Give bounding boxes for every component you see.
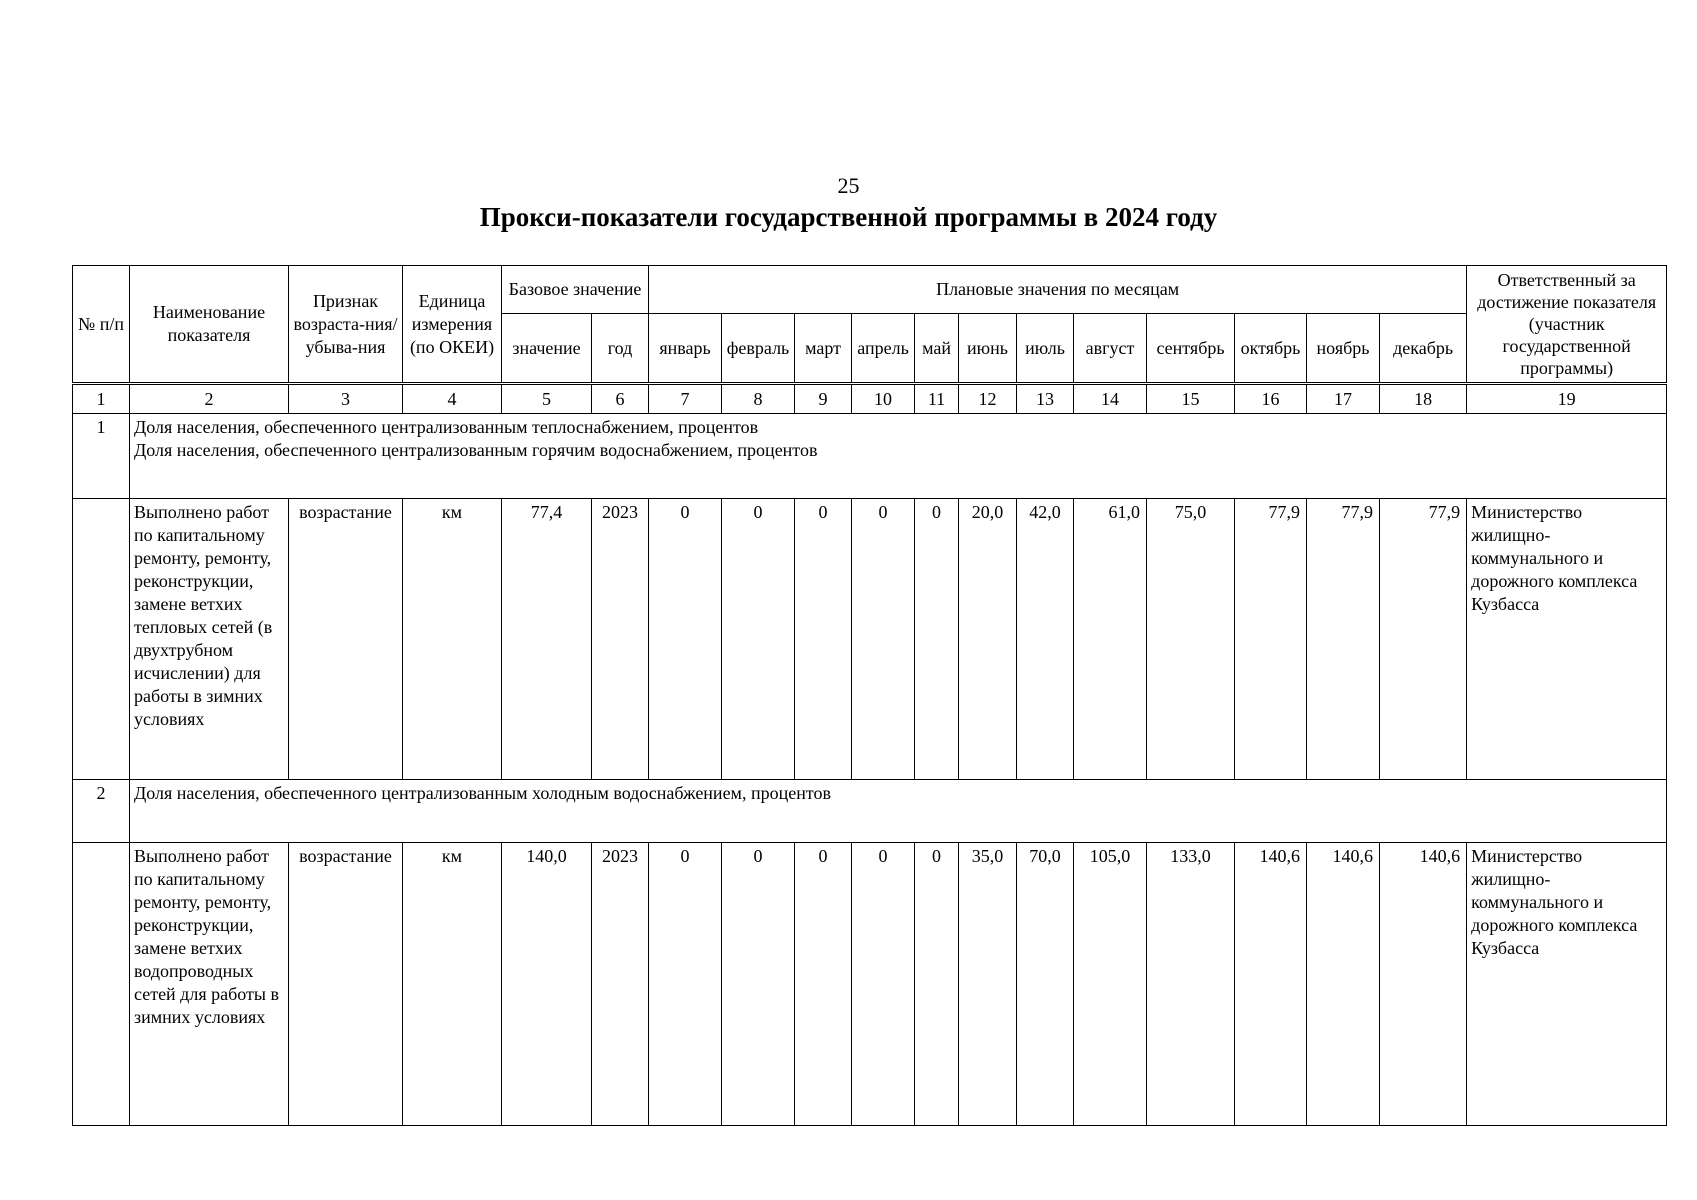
section-number: 2 [73,780,130,843]
page-title: Прокси-показатели государственной программы в 2024 году [479,202,1218,232]
column-numbers-row [73,384,1667,414]
section-line: Доля населения, обеспеченного централизованным горячим водоснабжением, процентов [134,440,818,460]
column-number: 13 [1017,384,1074,414]
column-number: 14 [1074,384,1147,414]
unit-cell: км [403,499,502,780]
proxy-indicators-table [72,265,1667,1126]
month-value-cell: 0 [795,499,852,780]
column-number: 2 [130,384,289,414]
month-value-cell: 0 [852,843,915,1126]
column-number: 6 [592,384,649,414]
responsible-cell: Министерство жилищно-коммунального и дорожного комплекса Кузбасса [1467,499,1667,780]
column-number: 19 [1467,384,1667,414]
month-value-cell: 20,0 [959,499,1017,780]
column-number: 3 [289,384,403,414]
indicator-name: Выполнено работ по капитальному ремонту, ремонту, реконструкции, замене ветхих водопроводных сетей для работы в зимних условиях [130,843,289,1126]
section-number: 1 [73,414,130,499]
month-value-cell: 0 [649,499,722,780]
month-value-cell: 0 [915,843,959,1126]
month-value-cell: 0 [795,843,852,1126]
unit-cell: км [403,843,502,1126]
page-number: 25 [837,173,860,198]
column-number: 18 [1380,384,1467,414]
section-line: Доля населения, обеспеченного централизованным холодным водоснабжением, процентов [134,783,831,803]
section-row [73,780,1667,843]
column-number: 4 [403,384,502,414]
month-value-cell: 35,0 [959,843,1017,1126]
section-title [130,414,1667,499]
column-number: 8 [722,384,795,414]
indicator-name: Выполнено работ по капитальному ремонту, ремонту, реконструкции, замене ветхих тепловых сетей (в двухтрубном исчислении) для работы в зимних условиях [130,499,289,780]
month-value-cell: 0 [722,843,795,1126]
header-col-unit: Единица измерения (по ОКЕИ) [403,266,502,384]
header-month-oct: октябрь [1235,314,1307,384]
section-row [73,414,1667,499]
month-value-cell: 0 [722,499,795,780]
column-number: 15 [1147,384,1235,414]
header-month-mar: март [795,314,852,384]
month-value-cell: 140,6 [1307,843,1380,1126]
column-number: 7 [649,384,722,414]
column-number: 5 [502,384,592,414]
header-plan-group: Плановые значения по месяцам [649,266,1467,314]
header-month-may: май [915,314,959,384]
row-number-cell [73,499,130,780]
header-col-trend: Признак возраста-ния/убыва-ния [289,266,403,384]
header-month-jan: январь [649,314,722,384]
header-month-sep: сентябрь [1147,314,1235,384]
month-value-cell: 61,0 [1074,499,1147,780]
base-value-cell: 77,4 [502,499,592,780]
column-number: 10 [852,384,915,414]
month-value-cell: 0 [915,499,959,780]
trend-cell: возрастание [289,843,403,1126]
header-month-aug: август [1074,314,1147,384]
month-value-cell: 70,0 [1017,843,1074,1126]
header-col-name: Наименование показателя [130,266,289,384]
column-number: 11 [915,384,959,414]
responsible-cell: Министерство жилищно-коммунального и дорожного комплекса Кузбасса [1467,843,1667,1126]
month-value-cell: 140,6 [1380,843,1467,1126]
header-base-value: значение [502,314,592,384]
header-month-nov: ноябрь [1307,314,1380,384]
header-base-group: Базовое значение [502,266,649,314]
month-value-cell: 77,9 [1307,499,1380,780]
month-value-cell: 133,0 [1147,843,1235,1126]
trend-cell: возрастание [289,499,403,780]
header-month-dec: декабрь [1380,314,1467,384]
section-line: Доля населения, обеспеченного централизованным теплоснабжением, процентов [134,417,759,437]
base-value-cell: 140,0 [502,843,592,1126]
month-value-cell: 105,0 [1074,843,1147,1126]
column-number: 16 [1235,384,1307,414]
month-value-cell: 77,9 [1235,499,1307,780]
month-value-cell: 77,9 [1380,499,1467,780]
month-value-cell: 140,6 [1235,843,1307,1126]
base-year-cell: 2023 [592,843,649,1126]
table-row [73,843,1667,1126]
header-month-jul: июль [1017,314,1074,384]
column-number: 17 [1307,384,1380,414]
column-number: 9 [795,384,852,414]
month-value-cell: 75,0 [1147,499,1235,780]
month-value-cell: 0 [649,843,722,1126]
section-title [130,780,1667,843]
column-number: 1 [73,384,130,414]
table-row [73,499,1667,780]
month-value-cell: 0 [852,499,915,780]
month-value-cell: 42,0 [1017,499,1074,780]
column-number: 12 [959,384,1017,414]
header-row-1 [73,266,1667,314]
header-base-year: год [592,314,649,384]
header-month-jun: июнь [959,314,1017,384]
header-col-no: № п/п [73,266,130,384]
base-year-cell: 2023 [592,499,649,780]
header-col-responsible: Ответственный за достижение показателя (участник государственной программы) [1467,266,1667,384]
row-number-cell [73,843,130,1126]
header-month-apr: апрель [852,314,915,384]
header-month-feb: февраль [722,314,795,384]
